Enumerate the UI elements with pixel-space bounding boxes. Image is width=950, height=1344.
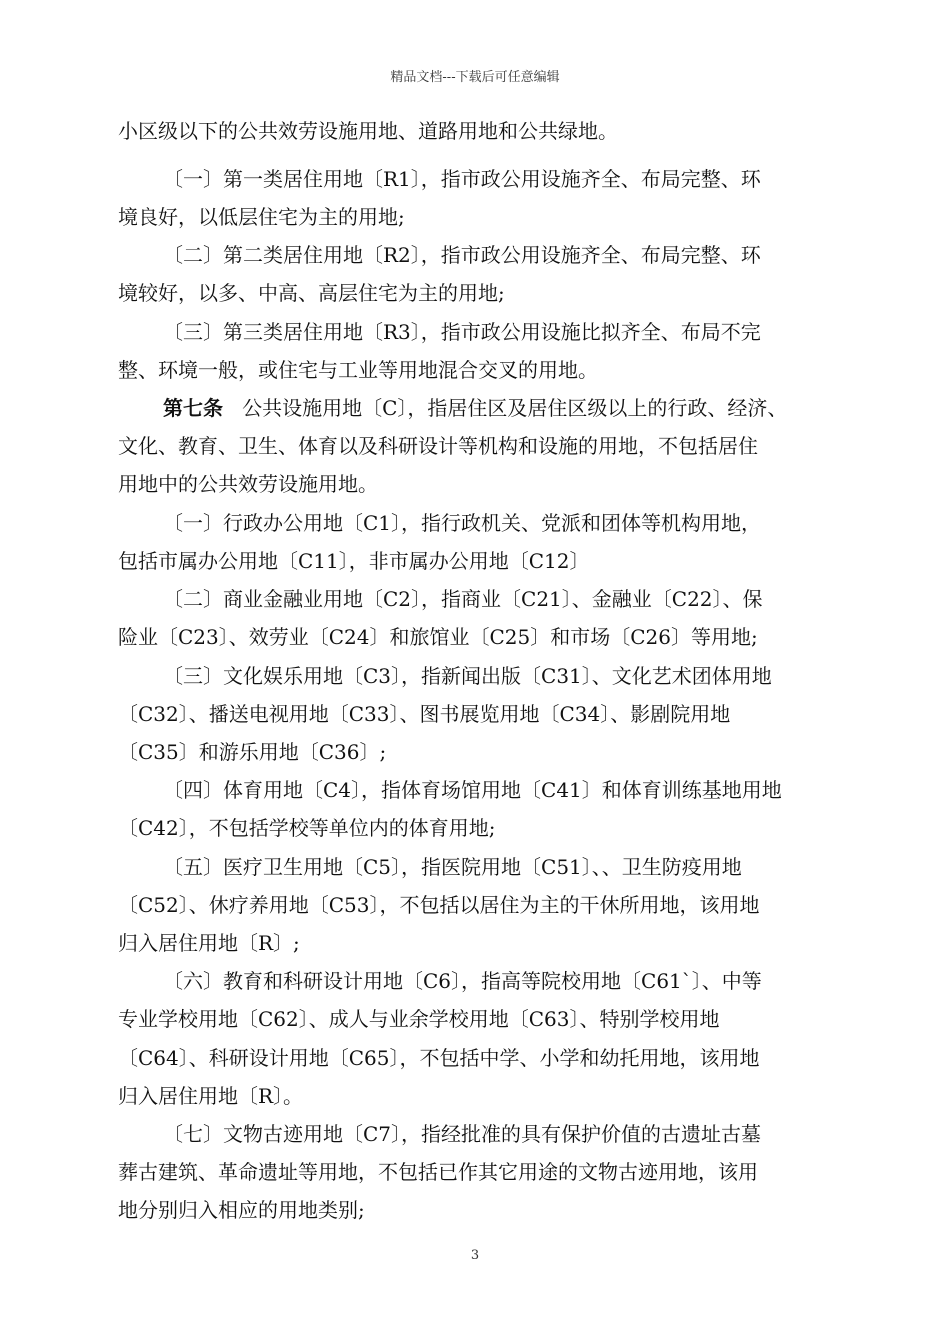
text-line: 〔二〕商业金融业用地〔C2〕，指商业〔C21〕、金融业〔C22〕、保 — [163, 587, 763, 611]
text-line: 〔一〕第一类居住用地〔R1〕，指市政公用设施齐全、布局完整、环 — [163, 167, 761, 191]
text-line: 境较好，以多、中高、高层住宅为主的用地; — [118, 281, 505, 305]
article-label: 第七条 — [163, 396, 223, 420]
text-line: 专业学校用地〔C62〕、成人与业余学校用地〔C63〕、特别学校用地 — [118, 1007, 720, 1031]
text-line: 〔C52〕、休疗养用地〔C53〕，不包括以居住为主的干休所用地，该用地 — [118, 893, 760, 917]
text-line: 小区级以下的公共效劳设施用地、道路用地和公共绿地。 — [118, 119, 618, 143]
text-line: 〔C32〕、播送电视用地〔C33〕、图书展览用地〔C34〕、影剧院用地 — [118, 702, 731, 726]
text-line: 包括市属办公用地〔C11〕，非市属办公用地〔C12〕 — [118, 549, 590, 573]
text-line: 〔六〕教育和科研设计用地〔C6〕，指高等院校用地〔C61`〕、中等 — [163, 969, 762, 993]
text-line: 〔三〕文化娱乐用地〔C3〕，指新闻出版〔C31〕、文化艺术团体用地 — [163, 664, 772, 688]
text-line: 〔三〕第三类居住用地〔R3〕，指市政公用设施比拟齐全、布局不完 — [163, 320, 761, 344]
text-line: 〔五〕医疗卫生用地〔C5〕，指医院用地〔C51〕、、卫生防疫用地 — [163, 855, 742, 879]
page-number: 3 — [470, 1248, 480, 1263]
article-line — [163, 395, 787, 421]
text-line: 〔C35〕和游乐用地〔C36〕; — [118, 740, 387, 764]
text-line: 用地中的公共效劳设施用地。 — [118, 472, 378, 496]
text-line: 归入居住用地〔R〕; — [118, 931, 300, 955]
text-line: 葬古建筑、革命遗址等用地，不包括已作其它用途的文物古迹用地，该用 — [118, 1160, 758, 1184]
text-line: 境良好，以低层住宅为主的用地; — [118, 205, 405, 229]
text-line: 〔C42〕，不包括学校等单位内的体育用地; — [118, 816, 496, 840]
text-line: 地分别归入相应的用地类别; — [118, 1198, 365, 1222]
text-line: 险业〔C23〕、效劳业〔C24〕和旅馆业〔C25〕和市场〔C26〕等用地; — [118, 625, 758, 649]
text-line: 归入居住用地〔R〕。 — [118, 1084, 304, 1108]
text-line: 〔C64〕、科研设计用地〔C65〕，不包括中学、小学和幼托用地，该用地 — [118, 1046, 760, 1070]
text-line: 〔四〕体育用地〔C4〕，指体育场馆用地〔C41〕和体育训练基地用地 — [163, 778, 782, 802]
article-text: 公共设施用地〔C〕，指居住区及居住区级以上的行政、经济、 — [242, 396, 788, 420]
page-header: 精品文档---下载后可任意编辑 — [390, 70, 560, 85]
text-line: 文化、教育、卫生、体育以及科研设计等机构和设施的用地，不包括居住 — [118, 434, 758, 458]
text-line: 〔七〕文物古迹用地〔C7〕，指经批准的具有保护价值的古遗址古墓 — [163, 1122, 762, 1146]
text-line: 〔一〕行政办公用地〔C1〕，指行政机关、党派和团体等机构用地， — [163, 511, 762, 535]
text-line: 整、环境一般，或住宅与工业等用地混合交叉的用地。 — [118, 358, 598, 382]
text-line: 〔二〕第二类居住用地〔R2〕，指市政公用设施齐全、布局完整、环 — [163, 243, 761, 267]
